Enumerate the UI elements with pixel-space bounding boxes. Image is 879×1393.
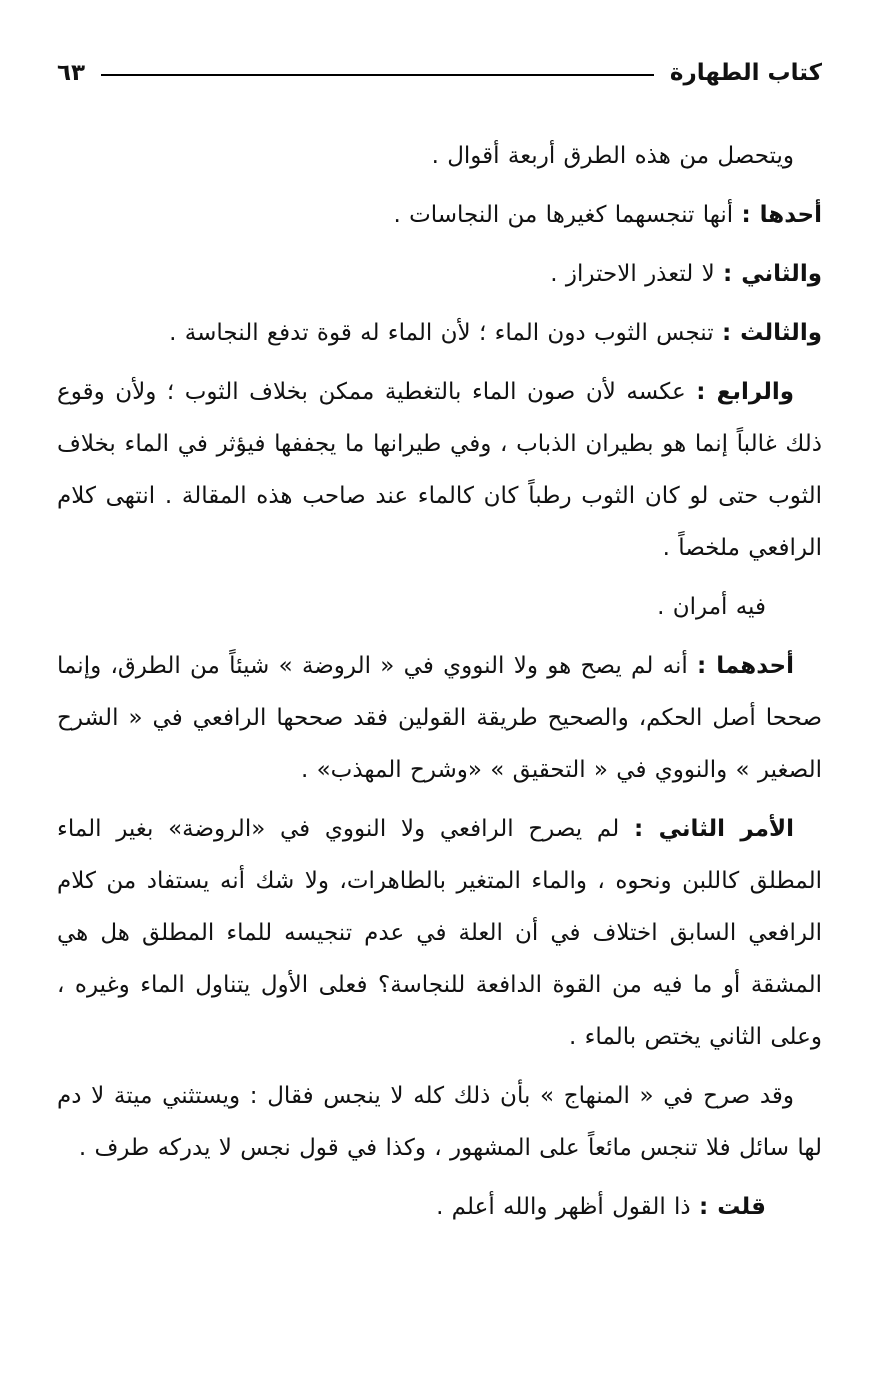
- paragraph-text: ويتحصل من هذه الطرق أربعة أقوال .: [431, 143, 794, 169]
- paragraph-text: لم يصرح الرافعي ولا النووي في «الروضة» بغير الماء المطلق كاللبن ونحوه ، والماء المتغير بالطاهرات، ولا شك أنه يستفاد من كلام الرافعي السابق اختلاف في أن العلة في عدم تنجيسه للماء المطلق هل هي المشقة أو ما فيه من القوة الدافعة للنجاسة؟ فعلى الأول يتناول الماء وغيره ، وعلى الثاني يختص بالماء .: [57, 816, 822, 1050]
- book-title: كتاب الطهارة: [669, 60, 822, 86]
- paragraph-lead: أحدهما :: [697, 653, 794, 679]
- paragraph: [57, 803, 822, 1063]
- paragraph: [57, 189, 822, 241]
- paragraph-text: ذا القول أظهر والله أعلم .: [436, 1194, 691, 1220]
- page-number: ٦٣: [57, 60, 86, 86]
- paragraph-text: أنها تنجسهما كغيرها من النجاسات .: [393, 202, 734, 228]
- paragraph-text: لا لتعذر الاحتراز .: [550, 261, 715, 287]
- paragraph: [57, 307, 822, 359]
- header-rule: [101, 74, 654, 76]
- page-header: [57, 60, 822, 86]
- paragraph-lead: والرابع :: [696, 379, 795, 405]
- paragraph: [57, 130, 822, 182]
- paragraph: [57, 248, 822, 300]
- paragraph-lead: أحدها :: [741, 202, 822, 228]
- paragraph: [57, 1070, 822, 1174]
- paragraph-lead: قلت :: [698, 1194, 766, 1220]
- paragraph-lead: الأمر الثاني :: [633, 816, 794, 842]
- paragraph-text: تنجس الثوب دون الماء ؛ لأن الماء له قوة تدفع النجاسة .: [169, 320, 714, 346]
- paragraph: [57, 581, 822, 633]
- paragraph-text: أنه لم يصح هو ولا النووي في « الروضة » شيئاً من الطرق، وإنما صححا أصل الحكم، والصحيح طريقة القولين فقد صححها الرافعي في « الشرح الصغير » والنووي في « التحقيق » «وشرح المهذب» .: [57, 653, 822, 783]
- body-text: [57, 130, 822, 1233]
- paragraph-text: عكسه لأن صون الماء بالتغطية ممكن بخلاف الثوب ؛ ولأن وقوع ذلك غالباً إنما هو بطيران الذباب ، وفي طيرانها ما يجففها فيؤثر في الماء بخلاف الثوب حتى لو كان الثوب رطباً كان كالماء عند صاحب هذه المقالة . انتهى كلام الرافعي ملخصاً .: [57, 379, 822, 561]
- paragraph-lead: والثالث :: [721, 320, 822, 346]
- paragraph: [57, 640, 822, 796]
- paragraph: [57, 366, 822, 574]
- paragraph-text: فيه أمران .: [657, 594, 766, 620]
- paragraph-text: وقد صرح في « المنهاج » بأن ذلك كله لا ينجس فقال : ويستثني ميتة لا دم لها سائل فلا تنجس مائعاً على المشهور ، وكذا في قول نجس لا يدركه طرف .: [57, 1083, 822, 1161]
- paragraph: [57, 1181, 822, 1233]
- paragraph-lead: والثاني :: [723, 261, 822, 287]
